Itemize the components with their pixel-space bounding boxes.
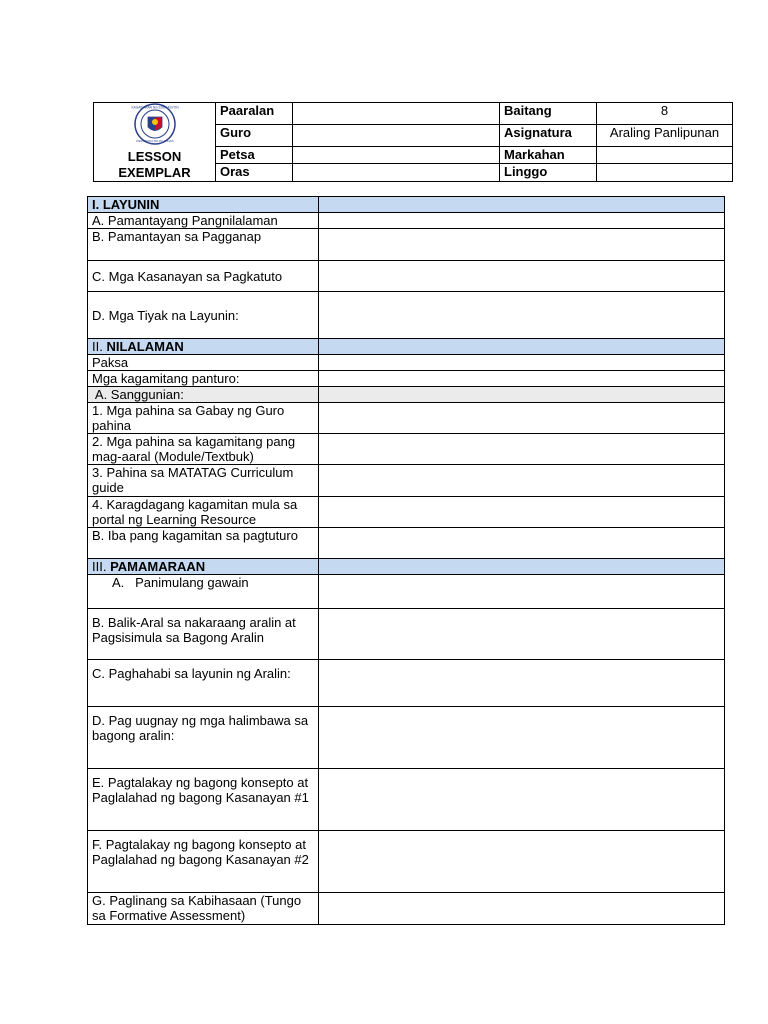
row-label: C. Mga Kasanayan sa Pagkatuto [88, 261, 319, 292]
section-prefix: I. [92, 197, 103, 212]
label-petsa: Petsa [216, 146, 293, 163]
subhead-row [88, 387, 725, 403]
section-prefix: III. [92, 559, 111, 574]
row-label: 1. Mga pahina sa Gabay ng Guro pahina [88, 403, 319, 434]
lesson-title-line2: EXEMPLAR [118, 165, 191, 180]
row-label: E. Pagtalakay ng bagong konsepto at Paglalahad ng bagong Kasanayan #1 [88, 769, 319, 831]
row-label: D. Pag uugnay ng mga halimbawa sa bagong aralin: [88, 707, 319, 769]
row-label: A. Panimulang gawain [88, 575, 319, 609]
table-row [88, 292, 725, 339]
value-linggo[interactable] [597, 163, 733, 181]
row-label: B. Pamantayan sa Pagganap [88, 229, 319, 261]
section-title-layunin [88, 197, 319, 213]
row-label: D. Mga Tiyak na Layunin: [88, 292, 319, 339]
row-label: F. Pagtalakay ng bagong konsepto at Paglalahad ng bagong Kasanayan #2 [88, 831, 319, 893]
row-value-cell[interactable] [319, 528, 725, 559]
sanggunian-label: A. Sanggunian: [88, 387, 319, 403]
row-value-cell[interactable] [319, 229, 725, 261]
row-value-cell[interactable] [319, 261, 725, 292]
value-petsa[interactable] [293, 146, 500, 163]
row-label: B. Iba pang kagamitan sa pagtuturo [88, 528, 319, 559]
label-linggo: Linggo [500, 163, 597, 181]
row-value-cell[interactable] [319, 497, 725, 528]
row-label: B. Balik-Aral sa nakaraang aralin at Pagsisimula sa Bagong Aralin [88, 609, 319, 660]
row-label: Mga kagamitang panturo: [88, 371, 319, 387]
section-header-blank [319, 339, 725, 355]
table-row [88, 707, 725, 769]
row-value-cell[interactable] [319, 575, 725, 609]
row-value-cell[interactable] [319, 403, 725, 434]
section-header-row [88, 559, 725, 575]
section-title-pamamaraan [88, 559, 319, 575]
label-guro: Guro [216, 125, 293, 146]
table-row [88, 229, 725, 261]
row-label: 4. Karagdagang kagamitan mula sa portal ng Learning Resource [88, 497, 319, 528]
row-value-cell[interactable] [319, 213, 725, 229]
table-row [88, 660, 725, 707]
logo-cell [94, 103, 216, 182]
row-value-cell[interactable] [319, 831, 725, 893]
row-label: 3. Pahina sa MATATAG Curriculum guide [88, 465, 319, 497]
label-oras: Oras [216, 163, 293, 181]
row-label: C. Paghahabi sa layunin ng Aralin: [88, 660, 319, 707]
table-row [88, 213, 725, 229]
deped-seal-icon [130, 103, 179, 145]
table-row [88, 831, 725, 893]
row-value-cell[interactable] [319, 893, 725, 925]
value-baitang[interactable]: 8 [597, 103, 733, 125]
row-value-cell[interactable] [319, 355, 725, 371]
value-markahan[interactable] [597, 146, 733, 163]
row-value-cell[interactable] [319, 707, 725, 769]
subhead-blank [319, 387, 725, 403]
row-label: 2. Mga pahina sa kagamitang pang mag-aaral (Module/Textbuk) [88, 434, 319, 465]
header-table [93, 102, 733, 182]
label-asignatura: Asignatura [500, 125, 597, 146]
section-header-blank [319, 197, 725, 213]
seal-text-top: KAGAWARAN NG EDUKASYON [130, 105, 179, 110]
table-row [88, 497, 725, 528]
section-prefix: II. [92, 339, 107, 354]
row-value-cell[interactable] [319, 769, 725, 831]
row-value-cell[interactable] [319, 609, 725, 660]
value-asignatura[interactable]: Araling Panlipunan [597, 125, 733, 146]
table-row [88, 261, 725, 292]
value-guro[interactable] [293, 125, 500, 146]
table-row [88, 355, 725, 371]
section-title: NILALAMAN [106, 339, 184, 354]
section-title: LAYUNIN [102, 197, 160, 212]
table-row [88, 528, 725, 559]
label-paaralan: Paaralan [216, 103, 293, 125]
row-label: A. Pamantayang Pangnilalaman [88, 213, 319, 229]
table-row [88, 893, 725, 925]
table-row [88, 403, 725, 434]
row-value-cell[interactable] [319, 371, 725, 387]
table-row [88, 769, 725, 831]
row-value-cell[interactable] [319, 465, 725, 497]
table-row [88, 434, 725, 465]
seal-text-bottom: REPUBLIKA NG PILIPINAS [135, 139, 174, 143]
label-baitang: Baitang [500, 103, 597, 125]
section-title: PAMAMARAAN [110, 559, 206, 574]
row-value-cell[interactable] [319, 660, 725, 707]
lesson-title-line1: LESSON [127, 149, 182, 164]
section-header-row [88, 197, 725, 213]
lesson-plan-table [87, 196, 725, 925]
label-markahan: Markahan [500, 146, 597, 163]
row-label: Paksa [88, 355, 319, 371]
value-paaralan[interactable] [293, 103, 500, 125]
section-title-nilalaman [88, 339, 319, 355]
row-value-cell[interactable] [319, 292, 725, 339]
table-row [88, 465, 725, 497]
section-header-row [88, 339, 725, 355]
section-header-blank [319, 559, 725, 575]
value-oras[interactable] [293, 163, 500, 181]
table-row [88, 609, 725, 660]
table-row [88, 575, 725, 609]
row-value-cell[interactable] [319, 434, 725, 465]
row-label: G. Paglinang sa Kabihasaan (Tungo sa Formative Assessment) [88, 893, 319, 925]
table-row [88, 371, 725, 387]
